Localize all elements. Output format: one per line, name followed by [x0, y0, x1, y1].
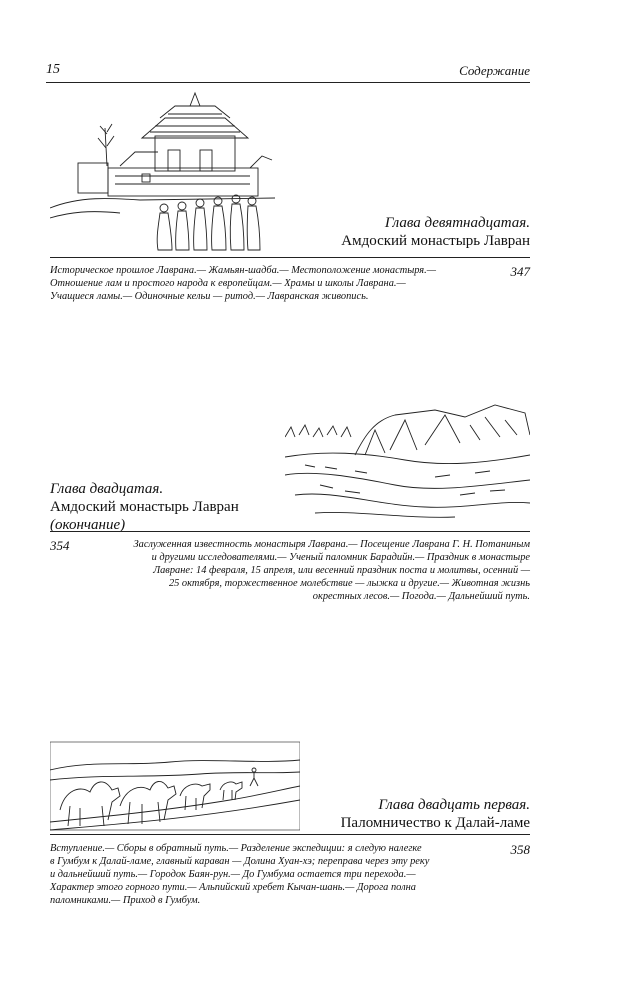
chapter-title: Амдоский монастырь Лавран	[50, 499, 239, 515]
description-line: Историческое прошлое Лаврана.— Жамьян-шадба.— Местоположение монастыря.—	[50, 265, 436, 276]
description-line: Характер этого горного пути.— Альпийский хребет Кычан-шань.— Дорога полна	[50, 882, 416, 893]
description-line: и другими исследователями.— Ученый паломник Барадийн.— Праздник в монастыре	[151, 552, 530, 563]
chapter-page: 358	[510, 842, 530, 857]
chapter-rule	[50, 834, 530, 835]
chapter-subtitle: (окончание)	[50, 517, 126, 533]
chapter-heading	[50, 480, 239, 534]
chapter-description	[50, 842, 505, 907]
landscape-illustration	[285, 395, 530, 525]
chapter-label: Глава девятнадцатая.	[384, 215, 530, 231]
chapter-title: Паломничество к Далай-ламе	[340, 815, 530, 831]
description-line: Учащиеся ламы.— Одиночные кельи — ритод.— Лавранская живопись.	[50, 291, 369, 302]
description-line: 25 октября, торжественное молебствие — лыжка и другие.— Животная жизнь	[168, 578, 530, 589]
description-line: паломниками.— Приход в Гумбум.	[50, 895, 201, 906]
page-number: 15	[46, 62, 60, 77]
chapter-heading	[341, 796, 530, 832]
running-head	[46, 60, 530, 83]
chapter-rule	[50, 531, 530, 532]
chapter-page: 354	[50, 538, 70, 553]
chapter-label: Глава двадцать первая.	[378, 797, 530, 813]
caravan-illustration	[50, 740, 300, 832]
description-line: Заслуженная известность монастыря Лаврана.— Посещение Лаврана Г. Н. Потаниным	[133, 539, 530, 550]
description-line: и дальнейший путь.— Городок Баян-рун.— До Гумбума остается три перехода.—	[50, 869, 416, 880]
chapter-heading	[341, 214, 530, 250]
monastery-illustration	[50, 88, 275, 253]
section-title: Содержание	[459, 63, 530, 78]
chapter-rule	[50, 257, 530, 258]
description-line: Отношение лам и простого народа к европейцам.— Храмы и школы Лаврана.—	[50, 278, 406, 289]
chapter-description	[92, 538, 530, 603]
chapter-page: 347	[510, 264, 530, 279]
chapter-label: Глава двадцатая.	[50, 481, 164, 497]
chapter-description	[50, 264, 500, 303]
description-line: окрестных лесов.— Погода.— Дальнейший путь.	[312, 591, 530, 602]
chapter-title: Амдоский монастырь Лавран	[341, 233, 530, 249]
description-line: в Гумбум к Далай-ламе, главный караван — Долина Хуан-хэ; переправа через эту реку	[50, 856, 430, 867]
description-line: Вступление.— Сборы в обратный путь.— Разделение экспедиции: я следую налегке	[50, 843, 422, 854]
description-line: Лавране: 14 февраля, 15 апреля, или весенний праздник поста и молитвы, осенний —	[153, 565, 530, 576]
